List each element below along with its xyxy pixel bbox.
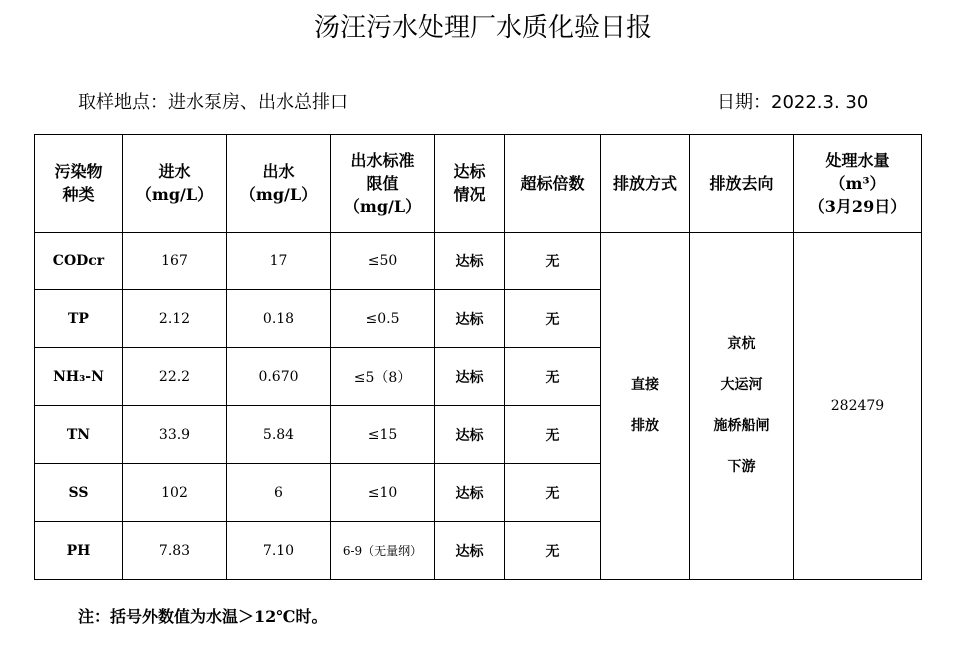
header-volume: 处理水量 （m³） （3月29日） (794, 135, 922, 233)
pollutant-name: PH (35, 522, 123, 580)
status-value: 达标 (435, 522, 505, 580)
sampling-location: 取样地点：进水泵房、出水总排口 (78, 92, 348, 113)
exceed-value: 无 (505, 348, 601, 406)
exceed-value: 无 (505, 406, 601, 464)
effluent-value: 17 (227, 232, 331, 290)
header-influent: 进水 （mg/L） (123, 135, 227, 233)
exceed-value: 无 (505, 464, 601, 522)
exceed-value: 无 (505, 290, 601, 348)
table-row (35, 232, 922, 290)
influent-value: 7.83 (123, 522, 227, 580)
header-exceed: 超标倍数 (505, 135, 601, 233)
header-row (35, 135, 922, 233)
status-value: 达标 (435, 406, 505, 464)
influent-value: 22.2 (123, 348, 227, 406)
influent-value: 33.9 (123, 406, 227, 464)
pollutant-name: SS (35, 464, 123, 522)
influent-value: 2.12 (123, 290, 227, 348)
effluent-value: 5.84 (227, 406, 331, 464)
header-status: 达标 情况 (435, 135, 505, 233)
volume-value: 282479 (794, 232, 922, 579)
status-value: 达标 (435, 290, 505, 348)
exceed-value: 无 (505, 522, 601, 580)
limit-value: ≤10 (331, 464, 435, 522)
discharge-dest-value: 京杭 大运河 施桥船闸 下游 (690, 232, 794, 579)
status-value: 达标 (435, 232, 505, 290)
footnote: 注：括号外数值为水温＞12℃时。 (78, 607, 328, 626)
pollutant-name: CODcr (35, 232, 123, 290)
report-date: 日期：2022.3. 30 (717, 92, 869, 113)
pollutant-name: NH₃-N (35, 348, 123, 406)
header-limit: 出水标准 限值 （mg/L） (331, 135, 435, 233)
effluent-value: 0.670 (227, 348, 331, 406)
report-title: 汤汪污水处理厂水质化验日报 (313, 13, 652, 43)
water-quality-table (34, 134, 922, 580)
limit-value: ≤0.5 (331, 290, 435, 348)
header-pollutant: 污染物 种类 (35, 135, 123, 233)
limit-value: 6-9（无量纲） (331, 522, 435, 580)
effluent-value: 6 (227, 464, 331, 522)
effluent-value: 7.10 (227, 522, 331, 580)
exceed-value: 无 (505, 232, 601, 290)
header-effluent: 出水 （mg/L） (227, 135, 331, 233)
limit-value: ≤50 (331, 232, 435, 290)
status-value: 达标 (435, 464, 505, 522)
status-value: 达标 (435, 348, 505, 406)
limit-value: ≤5（8） (331, 348, 435, 406)
limit-value: ≤15 (331, 406, 435, 464)
influent-value: 102 (123, 464, 227, 522)
header-discharge-dest: 排放去向 (690, 135, 794, 233)
effluent-value: 0.18 (227, 290, 331, 348)
pollutant-name: TN (35, 406, 123, 464)
pollutant-name: TP (35, 290, 123, 348)
discharge-mode-value: 直接 排放 (601, 232, 690, 579)
header-discharge-mode: 排放方式 (601, 135, 690, 233)
influent-value: 167 (123, 232, 227, 290)
